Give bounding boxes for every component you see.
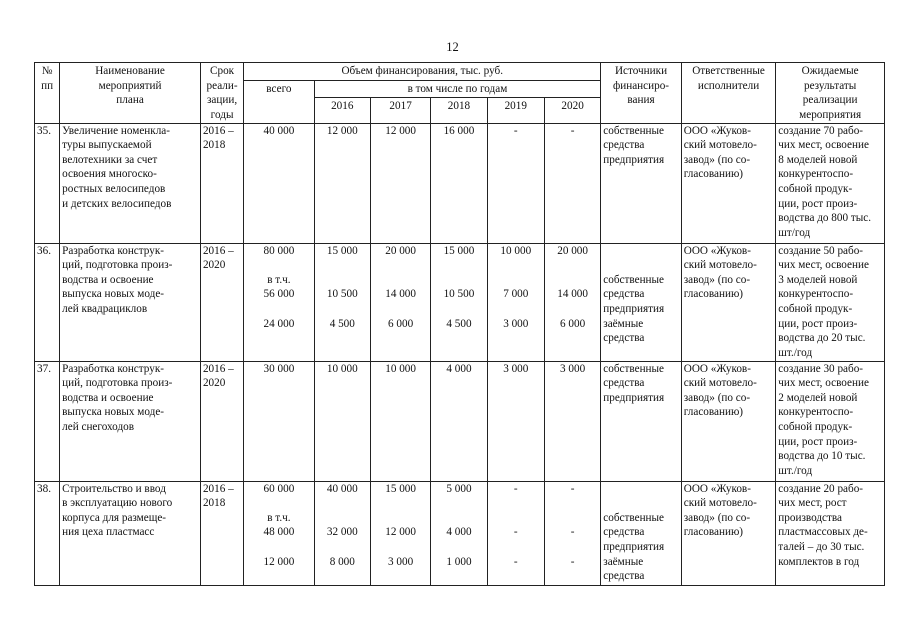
year-2019-cell: 3 000 — [487, 361, 544, 481]
total-cell: 80 000 в т.ч. 56 000 24 000 — [244, 243, 314, 361]
term-cell: 2016 – 2018 — [200, 481, 243, 585]
results-cell: создание 70 рабо- чих мест, освоение 8 моделей новой конкурентоспо- собной продук- ции, рост произ- водства до 800 тыс. шт/год — [776, 123, 885, 243]
year-2018-cell: 5 000 4 000 1 000 — [431, 481, 487, 585]
results-cell: создание 30 рабо- чих мест, освоение 2 моделей новой конкурентоспо- собной продук- ции, рост произ- водства до 10 тыс. шт./год — [776, 361, 885, 481]
header-year-2017: 2017 — [370, 97, 430, 123]
header-executors: Ответственные исполнители — [681, 63, 776, 124]
activity-name: Увеличение номенкла- туры выпускаемой велотехники за счет освоения многоско- ростных велосипедов и детских велосипедов — [60, 123, 201, 243]
term-cell: 2016 – 2020 — [200, 361, 243, 481]
year-2017-cell: 12 000 — [370, 123, 430, 243]
header-year-2020: 2020 — [544, 97, 600, 123]
sources-cell: собственные средства предприятия заёмные средства — [601, 243, 681, 361]
header-term: Срок реали- зации, годы — [200, 63, 243, 124]
header-year-2019: 2019 — [487, 97, 544, 123]
year-2017-cell: 15 000 12 000 3 000 — [370, 481, 430, 585]
year-2016-cell: 15 000 10 500 4 500 — [314, 243, 370, 361]
page-number: 12 — [446, 40, 459, 54]
year-2016-cell: 40 000 32 000 8 000 — [314, 481, 370, 585]
year-2019-cell: - — [487, 123, 544, 243]
table-row — [35, 123, 885, 243]
year-2018-cell: 16 000 — [431, 123, 487, 243]
activity-name: Разработка конструк- ций, подготовка произ- водства и освоение выпуска новых моде- лей квадрациклов — [60, 243, 201, 361]
results-cell: создание 50 рабо- чих мест, освоение 3 моделей новой конкурентоспо- собной продук- ции, рост произ- водства до 20 тыс. шт./год — [776, 243, 885, 361]
executors-cell: ООО «Жуков- ский мотовело- завод» (по со- гласованию) — [681, 361, 776, 481]
executors-cell: ООО «Жуков- ский мотовело- завод» (по со- гласованию) — [681, 243, 776, 361]
header-results: Ожидаемые результаты реализации мероприятия — [776, 63, 885, 124]
row-number: 36. — [35, 243, 60, 361]
row-number: 38. — [35, 481, 60, 585]
sources-cell: собственные средства предприятия — [601, 123, 681, 243]
sources-cell: собственные средства предприятия заёмные средства — [601, 481, 681, 585]
year-2018-cell: 4 000 — [431, 361, 487, 481]
total-cell: 60 000 в т.ч. 48 000 12 000 — [244, 481, 314, 585]
year-2019-cell: - - - — [487, 481, 544, 585]
year-2019-cell: 10 000 7 000 3 000 — [487, 243, 544, 361]
year-2020-cell: - - - — [544, 481, 600, 585]
total-cell: 40 000 — [244, 123, 314, 243]
year-2018-cell: 15 000 10 500 4 500 — [431, 243, 487, 361]
activity-name: Строительство и ввод в эксплуатацию нового корпуса для размеще- ния цеха пластмасс — [60, 481, 201, 585]
table-row — [35, 481, 885, 585]
header-volume: Объем финансирования, тыс. руб. — [244, 63, 601, 81]
term-cell: 2016 – 2018 — [200, 123, 243, 243]
year-2020-cell: 20 000 14 000 6 000 — [544, 243, 600, 361]
table-row — [35, 361, 885, 481]
total-cell: 30 000 — [244, 361, 314, 481]
year-2016-cell: 12 000 — [314, 123, 370, 243]
header-year-2018: 2018 — [431, 97, 487, 123]
header-year-2016: 2016 — [314, 97, 370, 123]
year-2017-cell: 20 000 14 000 6 000 — [370, 243, 430, 361]
row-number: 35. — [35, 123, 60, 243]
year-2020-cell: 3 000 — [544, 361, 600, 481]
header-num: № пп — [35, 63, 60, 124]
header-total: всего — [244, 81, 314, 124]
activity-name: Разработка конструк- ций, подготовка произ- водства и освоение выпуска новых моде- лей снегоходов — [60, 361, 201, 481]
row-number: 37. — [35, 361, 60, 481]
executors-cell: ООО «Жуков- ский мотовело- завод» (по со- гласованию) — [681, 481, 776, 585]
year-2020-cell: - — [544, 123, 600, 243]
header-incl-years: в том числе по годам — [314, 81, 601, 98]
table-row — [35, 243, 885, 361]
financing-table — [34, 62, 885, 586]
header-name: Наименование мероприятий плана — [60, 63, 201, 124]
sources-cell: собственные средства предприятия — [601, 361, 681, 481]
header-sources: Источники финансиро- вания — [601, 63, 681, 124]
year-2016-cell: 10 000 — [314, 361, 370, 481]
year-2017-cell: 10 000 — [370, 361, 430, 481]
term-cell: 2016 – 2020 — [200, 243, 243, 361]
executors-cell: ООО «Жуков- ский мотовело- завод» (по со- гласованию) — [681, 123, 776, 243]
results-cell: создание 20 рабо- чих мест, рост производства пластмассовых де- талей – до 30 тыс. комплектов в год — [776, 481, 885, 585]
